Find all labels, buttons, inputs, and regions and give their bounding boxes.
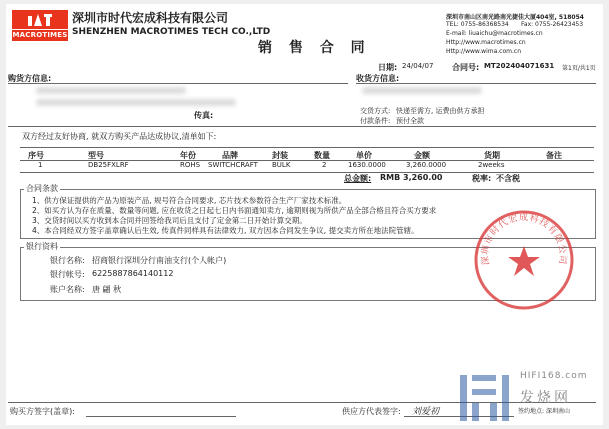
company-name-en: SHENZHEN MACROTIMES TECH CO.,LTD xyxy=(72,27,271,37)
document-title: 销 售 合 同 xyxy=(258,40,371,56)
cell: 2weeks xyxy=(478,161,505,169)
total-value: RMB 3,260.00 xyxy=(380,173,443,182)
col-header: 封装 xyxy=(272,151,288,160)
company-address: 深圳市南山区南光路南光捷佳大厦404室, 518054 xyxy=(446,14,584,21)
company-website-2: Http://www.wima.com.cn xyxy=(446,48,521,55)
intro-text: 双方经过友好协商, 就双方购买产品达成协议,清单如下: xyxy=(22,132,217,141)
redacted-block xyxy=(36,99,236,106)
terms-title: 合同条款 xyxy=(26,184,58,193)
buyer-fax-label: 传真: xyxy=(194,111,214,120)
col-header: 品牌 xyxy=(222,151,238,160)
bank-account-label: 银行帐号: xyxy=(50,270,85,279)
seal-star-icon xyxy=(508,246,540,276)
bank-title: 银行资料 xyxy=(26,242,58,251)
bank-name-value: 招商银行深圳分行南油支行(个人帐户) xyxy=(92,256,227,265)
buyer-info-label: 购货方信息: xyxy=(8,74,52,83)
watermark-site: HIFI168.com xyxy=(520,371,588,381)
col-header: 单价 xyxy=(356,151,372,160)
col-header: 金额 xyxy=(414,151,430,160)
company-fax: Fax: 0755-26423453 xyxy=(521,21,584,28)
company-seal xyxy=(470,206,578,314)
clause-item: 1、供方保证提供的产品为原装产品, 规号符合合同要求, 芯片技术参数符合生产厂家技术标准。 xyxy=(32,196,347,205)
cell: 2 xyxy=(322,161,327,169)
bank-account-value: 6225887864140112 xyxy=(92,269,174,278)
cell: DB25FXLRF xyxy=(88,161,129,169)
company-tel: TEL: 0755-86368534 xyxy=(446,21,509,28)
redacted-block xyxy=(36,87,186,94)
clause-item: 3、交货时间以买方收到本合同并回签给我司后且支付了定金第二日开始计算交期。 xyxy=(32,216,307,225)
delivery-method-value: 快递至需方, 运费由供方承担 xyxy=(396,107,485,115)
payment-terms-value: 预付全款 xyxy=(396,117,424,125)
date-label: 日期: xyxy=(378,63,398,72)
watermark-logo-icon xyxy=(456,371,516,425)
tax-value: 不含税 xyxy=(496,174,520,183)
cell: 1630.0000 xyxy=(348,161,386,169)
delivery-method-label: 交货方式: xyxy=(360,107,391,115)
site-watermark xyxy=(456,369,603,425)
account-holder-label: 账户名称: xyxy=(50,285,85,294)
cell: 3,260.0000 xyxy=(406,161,447,169)
svg-text:深圳市时代宏成科技有限公司: 深圳市时代宏成科技有限公司 xyxy=(480,213,568,266)
cell: BULK xyxy=(272,161,291,169)
total-label: 总金额: xyxy=(344,174,372,183)
seller-signature: 刘爱初 xyxy=(412,407,440,417)
logo-mark-icon xyxy=(26,12,54,27)
table-header xyxy=(22,150,594,160)
company-logo xyxy=(12,10,68,40)
company-name-cn: 深圳市时代宏成科技有限公司 xyxy=(72,11,229,25)
seller-signature-label: 供应方代表签字: xyxy=(342,407,401,416)
contract-no-label: 合同号: xyxy=(452,63,480,72)
date-value: 24/04/07 xyxy=(402,62,434,70)
contract-page xyxy=(6,4,603,425)
company-website: Http://www.macrotimes.cn xyxy=(446,39,526,46)
contract-no-value: MT202404071631 xyxy=(484,62,555,70)
cell: 1 xyxy=(38,161,43,169)
table-row xyxy=(22,161,594,171)
clause-item: 2、如买方认为存在质量、数量等问题, 应在收货之日起七日内书面通知卖方, 逾期则视为所供产品全部合格且符合买方要求 xyxy=(32,206,437,215)
page-number: 第1页/共1页 xyxy=(562,65,596,72)
cell: SWITCHCRAFT xyxy=(208,161,258,169)
cell: ROHS xyxy=(180,161,201,169)
col-header: 型号 xyxy=(88,151,104,160)
clause-item: 4、本合同经双方签字盖章确认后生效, 传真件同样具有法律效力, 双方因本合同发生争议, 提交卖方所在地法院管辖。 xyxy=(32,226,419,235)
account-holder-value: 唐 翩 秋 xyxy=(92,285,122,294)
company-email: E-mail: liuaichu@macrotimes.cn xyxy=(446,30,543,37)
seller-info-label: 收货方信息: xyxy=(356,74,400,83)
col-header: 货期 xyxy=(484,151,500,160)
buyer-signature-label: 购买方签字(盖章): xyxy=(10,407,75,416)
bank-name-label: 银行名称: xyxy=(50,256,85,265)
redacted-block xyxy=(362,87,482,94)
col-header: 年份 xyxy=(180,151,196,160)
watermark-text: 发烧网 xyxy=(520,390,571,406)
sign-place-value: 深圳南山 xyxy=(546,408,571,415)
sign-place-label: 签约地点: xyxy=(518,408,545,415)
tax-label: 税率: xyxy=(472,174,492,183)
col-header: 数量 xyxy=(314,151,330,160)
col-header: 备注 xyxy=(546,151,562,160)
col-header: 序号 xyxy=(28,151,44,160)
payment-terms-label: 付款条件: xyxy=(360,117,391,125)
logo-text: MACROTIMES xyxy=(12,31,68,39)
